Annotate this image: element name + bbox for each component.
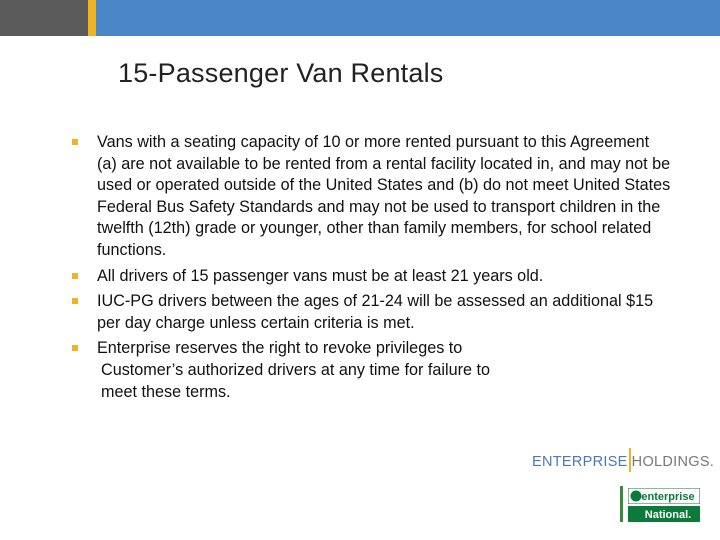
national-logo-graphic — [628, 506, 700, 522]
national-logo-text: National. — [644, 509, 692, 521]
bullet-square-icon — [72, 298, 78, 304]
bullet-text: IUC-PG drivers between the ages of 21-24 will be assessed an additional $15 per day charge unless certain criteria is met. — [97, 292, 654, 332]
bullet-list — [72, 132, 672, 407]
national-logo — [628, 506, 700, 522]
bullet-square-icon — [72, 139, 78, 145]
enterprise-logo-graphic — [628, 488, 700, 504]
logo-divider — [629, 448, 631, 472]
slide-title: 15-Passenger Van Rentals — [118, 58, 444, 88]
holdings-logo-part2: HOLDINGS. — [631, 454, 715, 470]
brand-stripe — [620, 486, 623, 522]
enterprise-logo — [628, 488, 700, 504]
bullet-text: Vans with a seating capacity of 10 or more rented pursuant to this Agreement (a) are not available to be rented from a rental facility located in, and may not be used or operated outside of the United States and (b) do not meet United States Federal Bus Safety Standards and may not be used to transport children in the twelfth (12th) grade or younger, other than family members, for school related functions. — [97, 133, 671, 259]
bullet-item — [72, 132, 672, 262]
bullet-item — [72, 266, 672, 288]
header-bar — [0, 0, 720, 36]
header-bar-accent-stripe — [88, 0, 96, 36]
bullet-continuation-text: Customer’s authorized drivers at any time for failure to meet these terms. — [101, 360, 490, 401]
bullet-square-icon — [72, 345, 78, 351]
bullet-square-icon — [72, 273, 78, 279]
holdings-logo-part1: ENTERPRISE — [532, 454, 628, 470]
bullet-item — [72, 291, 672, 334]
enterprise-holdings-logo — [532, 448, 714, 472]
header-bar-dark-block — [0, 0, 88, 36]
bullet-text: Enterprise reserves the right to revoke privileges to — [97, 339, 463, 358]
enterprise-logo-text: enterprise — [641, 491, 695, 503]
header-bar-blue-block — [96, 0, 720, 36]
bullet-item — [72, 338, 672, 403]
bullet-text: All drivers of 15 passenger vans must be at least 21 years old. — [97, 266, 544, 285]
